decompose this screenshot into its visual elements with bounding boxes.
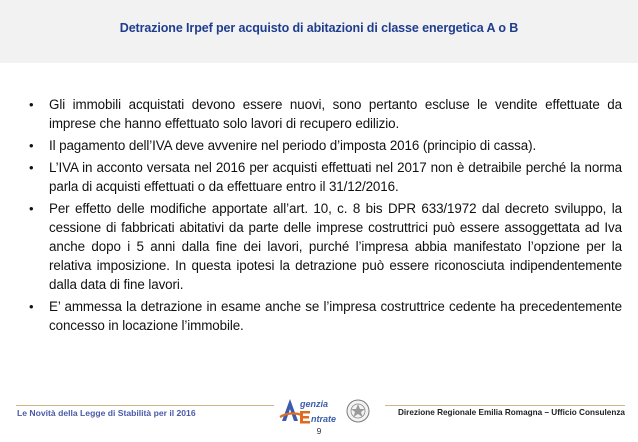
- footer-right-caption: Direzione Regionale Emilia Romagna – Ufficio Consulenza: [397, 408, 625, 417]
- bullet-text: Per effetto delle modifiche apportate all’art. 10, c. 8 bis DPR 633/1972 dal decreto sviluppo, la cessione di fabbricati abitativi da parte delle imprese costruttrici può essere assoggettata ad Iva anche dopo i 5 anni dalla fine dei lavori, purché l’impresa abbia manifestato l’opzione per la relativa imposizione. In questa ipotesi la detrazione può essere riconosciuta indipendentemente dalla data di fine lavori.: [49, 201, 622, 292]
- svg-text:genzia: genzia: [300, 399, 329, 409]
- bullet-item: [28, 95, 622, 133]
- bullet-dot-icon: •: [29, 160, 34, 175]
- footer-right-divider: [385, 405, 625, 406]
- footer-left-caption: Le Novità della Legge di Stabilità per il 2016: [17, 408, 196, 418]
- bullet-text: L’IVA in acconto versata nel 2016 per acquisti effettuati nel 2017 non è detraibile perché la norma parla di acquisti effettuati o da effettuare entro il 31/12/2016.: [49, 160, 622, 194]
- agenzia-entrate-logo: [278, 395, 372, 429]
- svg-text:ntrate: ntrate: [311, 414, 337, 424]
- slide-title: Detrazione Irpef per acquisto di abitazioni di classe energetica A o B: [119, 21, 519, 35]
- bullet-dot-icon: •: [29, 201, 34, 216]
- bullet-dot-icon: •: [29, 299, 34, 314]
- bullet-dot-icon: •: [29, 138, 34, 153]
- bullet-dot-icon: •: [29, 97, 34, 112]
- bullet-text: Il pagamento dell’IVA deve avvenire nel periodo d’imposta 2016 (principio di cassa).: [49, 138, 537, 153]
- page-number: 9: [316, 426, 322, 436]
- bullet-text: Gli immobili acquistati devono essere nuovi, sono pertanto escluse le vendite effettuate da imprese che hanno effettuato solo lavori di recupero edilizio.: [49, 97, 622, 131]
- bullet-item: [28, 136, 622, 155]
- bullet-text: E’ ammessa la detrazione in esame anche se l’impresa costruttrice cedente ha precedentemente concesso in locazione l’immobile.: [49, 299, 622, 333]
- bullet-item: [28, 297, 622, 335]
- bullet-list: [28, 95, 622, 338]
- footer-left-divider: [16, 405, 274, 406]
- bullet-item: [28, 199, 622, 294]
- bullet-item: [28, 158, 622, 196]
